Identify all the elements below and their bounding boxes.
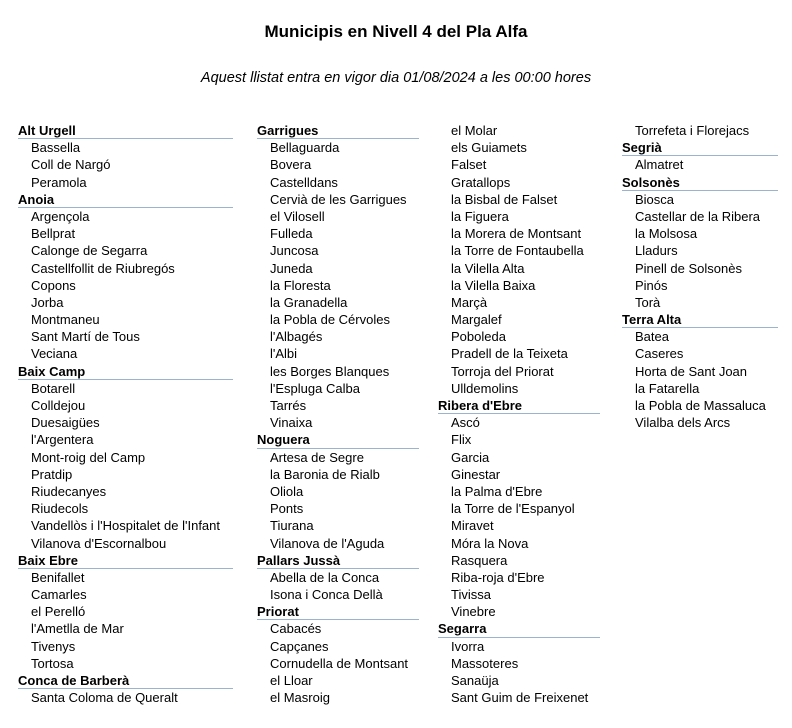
municipality-item: Castellfollit de Riubregós [31, 260, 175, 276]
municipality-item: la Vilella Baixa [451, 277, 536, 293]
municipality-item: Veciana [31, 346, 78, 362]
municipality-item: Bellprat [31, 226, 76, 242]
column-2 [257, 122, 419, 706]
municipality-item: la Vilella Alta [451, 260, 525, 276]
municipality-item: l'Espluga Calba [270, 380, 360, 396]
municipality-item: Juneda [270, 260, 313, 276]
municipality-item: Peramola [31, 174, 87, 190]
municipality-item: Tivissa [451, 587, 491, 603]
municipality-item: Cabacés [270, 621, 322, 637]
municipality-item: la Bisbal de Falset [451, 191, 558, 207]
municipality-item: la Figuera [451, 208, 509, 224]
municipality-item: Ginestar [451, 466, 501, 482]
comarca-header: Noguera [257, 431, 419, 448]
municipality-item: la Morera de Montsant [451, 226, 582, 242]
municipality-item: Gratallops [451, 174, 511, 190]
municipality-item: Isona i Conca Dellà [270, 587, 383, 603]
column-1 [18, 122, 233, 706]
municipality-item: Vilalba dels Arcs [635, 415, 731, 431]
municipality-item: Flix [451, 432, 472, 448]
municipality-item: Tiurana [270, 518, 314, 534]
municipality-item: la Molsosa [635, 226, 698, 242]
municipality-item: Torrefeta i Florejacs [635, 123, 750, 138]
municipality-item: Vandellòs i l'Hospitalet de l'Infant [31, 518, 221, 534]
municipality-item: Pradell de la Teixeta [451, 346, 568, 362]
municipality-item: el Masroig [270, 690, 330, 706]
municipality-item: Riudecanyes [31, 483, 107, 499]
municipality-item: Ascó [451, 415, 480, 431]
municipality-item: la Fatarella [635, 380, 700, 396]
municipality-item: Oliola [270, 483, 304, 499]
municipality-item: la Pobla de Cérvoles [270, 312, 390, 328]
municipality-item: Tarrés [270, 398, 307, 413]
comarca-header: Conca de Barberà [18, 672, 233, 689]
municipality-item: Calonge de Segarra [31, 243, 148, 259]
municipality-item: Sant Guim de Freixenet [451, 690, 589, 706]
municipality-item: l'Albi [270, 346, 298, 362]
comarca-header: Ribera d'Ebre [438, 397, 600, 414]
municipality-item: la Palma d'Ebre [451, 483, 543, 499]
municipality-item: Lladurs [635, 243, 678, 259]
municipality-item: Ivorra [451, 638, 485, 654]
municipality-item: el Perelló [31, 604, 86, 620]
municipality-item: Vilanova d'Escornalbou [31, 535, 167, 551]
municipality-item: Bassella [31, 140, 81, 156]
municipality-item: Bellaguarda [270, 140, 340, 156]
municipality-item: el Molar [451, 123, 498, 138]
municipality-item: Bovera [270, 157, 312, 173]
comarca-header: Priorat [257, 603, 419, 620]
municipality-item: Abella de la Conca [270, 569, 380, 585]
municipality-item: Artesa de Segre [270, 449, 364, 465]
municipality-item: Castelldans [270, 174, 338, 190]
page-title: Municipis en Nivell 4 del Pla Alfa [264, 22, 528, 41]
municipality-item: l'Argentera [31, 432, 94, 448]
municipality-item: Rasquera [451, 552, 508, 568]
comarca-header: Baix Camp [18, 363, 233, 380]
municipality-item: Miravet [451, 518, 494, 534]
municipality-item: Pratdip [31, 466, 73, 482]
municipality-item: Móra la Nova [451, 535, 529, 551]
municipality-item: Vinebre [451, 604, 496, 620]
municipality-item: Castellar de la Ribera [635, 208, 761, 224]
municipality-item: Riba-roja d'Ebre [451, 569, 545, 585]
municipality-item: Vinaixa [270, 415, 313, 431]
comarca-header: Alt Urgell [18, 122, 233, 139]
municipality-item: els Guiamets [451, 140, 527, 156]
municipality-item: Massoteres [451, 655, 519, 671]
comarca-header: Segrià [622, 139, 778, 156]
municipality-item: el Vilosell [270, 208, 325, 224]
municipality-item: Montmaneu [31, 312, 100, 328]
municipality-item: Botarell [31, 380, 76, 396]
municipality-item: les Borges Blanques [270, 363, 390, 379]
municipality-item: Sant Martí de Tous [31, 329, 140, 345]
municipality-item: Cervià de les Garrigues [270, 191, 407, 207]
comarca-header: Terra Alta [622, 311, 778, 328]
municipality-item: Camarles [31, 587, 87, 603]
municipality-item: Ulldemolins [451, 380, 519, 396]
municipality-item: Pinós [635, 277, 668, 293]
municipality-item: Santa Coloma de Queralt [31, 690, 178, 706]
municipality-item: Marçà [451, 294, 488, 310]
comarca-header: Anoia [18, 191, 233, 208]
municipality-item: Cornudella de Montsant [270, 655, 409, 671]
municipality-item: la Floresta [270, 277, 331, 293]
municipality-item: Tortosa [31, 655, 74, 671]
municipality-item: Coll de Nargó [31, 157, 111, 173]
column-3 [438, 122, 600, 706]
municipality-item: Poboleda [451, 329, 506, 345]
municipality-item: la Baronia de Rialb [270, 466, 380, 482]
municipality-item: Vilanova de l'Aguda [270, 535, 385, 551]
column-4 [622, 122, 778, 431]
comarca-header: Pallars Jussà [257, 552, 419, 569]
comarca-header: Baix Ebre [18, 552, 233, 569]
municipality-item: la Torre de l'Espanyol [451, 501, 575, 517]
municipality-item: Torroja del Priorat [451, 363, 554, 379]
municipality-item: Horta de Sant Joan [635, 363, 748, 379]
municipality-item: Margalef [451, 312, 502, 328]
comarca-header: Garrigues [257, 122, 419, 139]
municipality-item: Benifallet [31, 569, 85, 585]
municipality-item: Biosca [635, 191, 675, 207]
municipality-item: Mont-roig del Camp [31, 449, 146, 465]
municipality-item: Batea [635, 329, 669, 345]
municipality-item: Capçanes [270, 638, 329, 654]
municipality-item: Duesaigües [31, 415, 100, 431]
municipality-item: Juncosa [270, 243, 319, 259]
municipality-item: l'Ametlla de Mar [31, 621, 124, 637]
municipality-item: Falset [451, 157, 487, 173]
municipality-item: Torà [635, 294, 661, 310]
municipality-item: Riudecols [31, 501, 89, 517]
municipality-item: Tivenys [31, 638, 76, 654]
municipality-item: Fulleda [270, 226, 313, 242]
municipality-item: la Torre de Fontaubella [451, 243, 584, 259]
municipality-item: l'Albagés [270, 329, 323, 345]
municipality-item: Argençola [31, 208, 90, 224]
municipality-item: Sanaüja [451, 673, 499, 688]
municipality-item: Ponts [270, 501, 304, 517]
municipality-item: Almatret [635, 157, 684, 173]
municipality-item: Colldejou [31, 398, 86, 413]
municipality-item: Jorba [31, 294, 64, 310]
municipality-item: la Pobla de Massaluca [635, 398, 766, 413]
municipality-item: Garcia [451, 449, 490, 465]
comarca-header: Segarra [438, 620, 600, 637]
municipality-item: Copons [31, 277, 76, 293]
municipality-item: el Lloar [270, 673, 313, 688]
municipality-item: Pinell de Solsonès [635, 260, 742, 276]
page-subtitle: Aquest llistat entra en vigor dia 01/08/2024 a les 00:00 hores [200, 70, 592, 86]
comarca-header: Solsonès [622, 174, 778, 191]
municipality-item: la Granadella [270, 294, 348, 310]
municipality-item: Caseres [635, 346, 684, 362]
